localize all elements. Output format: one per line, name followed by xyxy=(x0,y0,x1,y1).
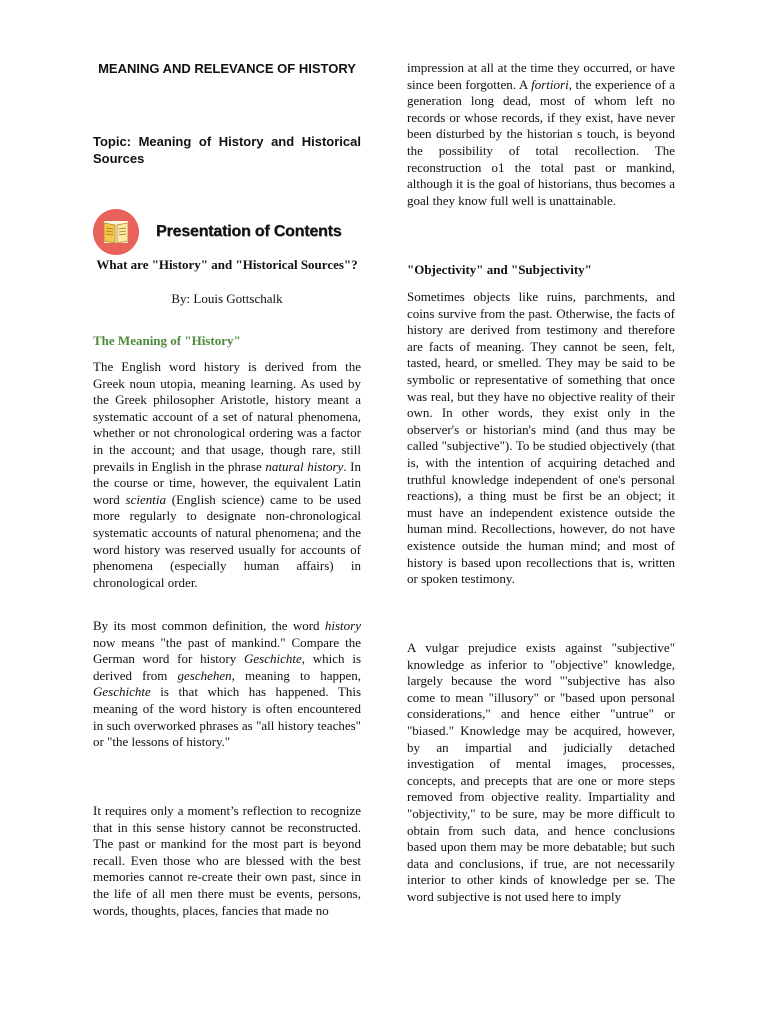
paragraph-4: impression at all at the time they occurred, or have since been forgotten. A fortiori, the experience of a generation long dead, most of whom left no records or whose records, if they exist, have never been disturbed by the historian s touch, is beyond the possibility of total recollection. The reconstruction o1 the total past or mankind, although it is the goal of historians, thus becomes a goal they know full well is unattainable. xyxy=(407,60,675,208)
paragraph-3: It requires only a moment’s reflection to recognize that in this sense history cannot be reconstructed. The past or mankind for the most part is beyond recall. Even those who are blessed with the best memories cannot re-create their own past, since in the life of all men there must be events, persons, words, thoughts, places, fancies that made no xyxy=(93,803,361,918)
section-banner: Presentation of Contents xyxy=(156,223,342,240)
open-book-icon xyxy=(93,209,139,255)
paragraph-1: The English word history is derived from the Greek noun utopia, meaning learning. As used by the Greek philosopher Aristotle, history meant a systematic account of a set of natural phenomena, whether or not chronological ordering was a factor in the account; and that usage, though rare, still prevails in English in the phrase natural history. In the course or time, however, the equivalent Latin word scientia (English science) came to be used more regularly to designate non-chronological systematic accounts of natural phenomena; and the word history was reserved usually for accounts of phenomena (especially human affairs) in chronological order. xyxy=(93,359,361,590)
document-title: MEANING AND RELEVANCE OF HISTORY xyxy=(98,61,356,76)
paragraph-6: A vulgar prejudice exists against "subjective" knowledge as inferior to "objective" knowledge, largely because the word "'subjective has also come to mean "illusory" or "based upon personal considerations," and hence either "untrue" or "biased." Knowledge may be acquired, however, by an impartial and judicially detached investigation of mental images, processes, concepts, and precepts that are one or more steps removed from objective reality. Impartiality and "objectivity," to be sure, may be more difficult to obtain from such data, and hence conclusions based upon them may be more debatable; but such data and conclusions, if true, are not necessarily interior to other kinds of knowledge per se. The word subjective is not used here to imply xyxy=(407,640,675,904)
article-heading: What are "History" and "Historical Sources"? xyxy=(96,257,358,272)
meaning-heading: The Meaning of "History" xyxy=(93,333,241,348)
objectivity-heading: "Objectivity" and "Subjectivity" xyxy=(407,262,592,277)
byline: By: Louis Gottschalk xyxy=(171,291,283,306)
paragraph-5: Sometimes objects like ruins, parchments, and coins survive from the past. Otherwise, the facts of history are derived from testimony and therefore are facts of meaning. They cannot be seen, felt, tasted, heard, or smelled. They may be said to be symbolic or representative of something that once was real, but they have no objective reality of their own. In other words, they exist only in the observer's or historian's mind (and thus may be called "subjective"). To be studied objectively (that is, with the intention of acquiring detached and truthful knowledge independent of one's personal reactions), a thing must be first be an object; it must have an independent existence outside the human mind. Recollections, however, do not have existence outside the human mind; and most of history is based upon recollections that is, written or spoken testimony. xyxy=(407,289,675,587)
topic-line: Topic: Meaning of History and Historical Sources xyxy=(93,134,361,166)
paragraph-2: By its most common definition, the word history now means "the past of mankind." Compare the German word for history Geschichte, which is derived from geschehen, meaning to happen, Geschichte is that which has happened. This meaning of the word history is often encountered in such overworked phrases as "all history teaches" or "the lessons of history." xyxy=(93,618,361,750)
